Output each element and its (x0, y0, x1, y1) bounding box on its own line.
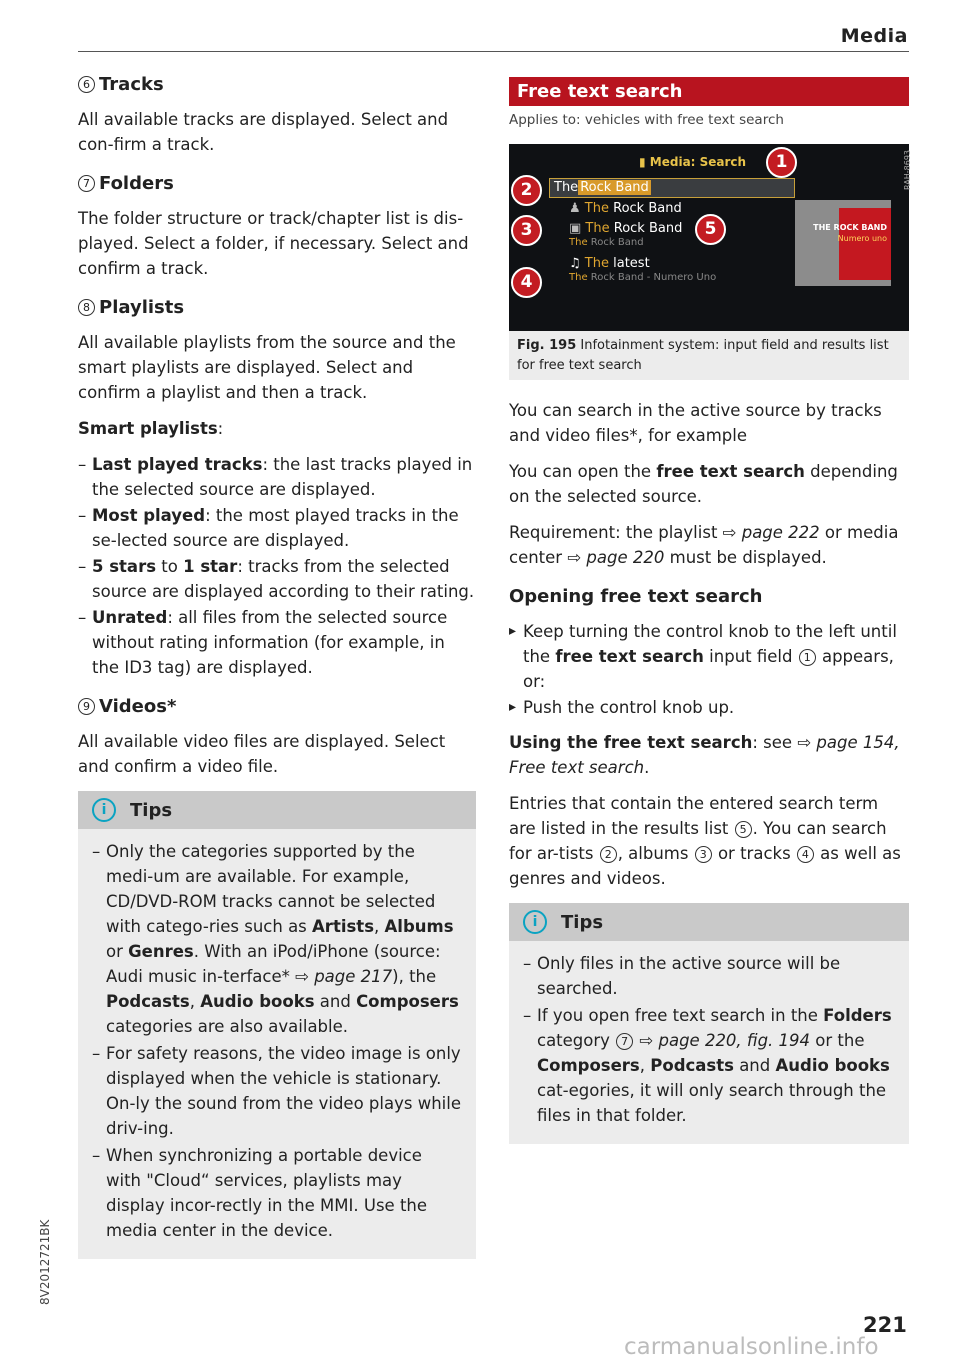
left-column (78, 72, 476, 1259)
screen-title (639, 150, 746, 175)
page-number: 221 (863, 1313, 907, 1337)
bold-text: Composers (537, 1056, 640, 1075)
item-text: to (156, 557, 184, 576)
row-subtext (569, 237, 682, 249)
tips-body (78, 829, 476, 1259)
text: and (733, 1056, 776, 1075)
heading-text: Playlists (99, 297, 185, 318)
bold-text: Folders (823, 1006, 892, 1025)
text: Requirement: the playlist (509, 523, 723, 542)
heading-text: Tracks (99, 74, 164, 95)
text: , albums (617, 844, 694, 863)
paragraph (509, 791, 909, 891)
text: : see (752, 733, 798, 752)
tips-title: Tips (561, 911, 604, 933)
bold-text: Podcasts (650, 1056, 734, 1075)
text: . (644, 758, 650, 777)
cover-title: THE ROCK BAND (813, 223, 887, 232)
callout-1: 1 (766, 147, 797, 178)
tip-bold: Audio books (200, 992, 315, 1011)
list-item: ▸ Push the control knob up. (509, 695, 909, 720)
infotainment-figure (509, 144, 912, 331)
screen-title-text: Media: Search (649, 155, 747, 169)
tip-text: or (106, 942, 129, 961)
list-item: – When synchronizing a portable device with "Cloud“ services, playlists may display incor-rectly in the MMI. Use the media center in the device. (92, 1143, 462, 1243)
tip-bold: Podcasts (106, 992, 190, 1011)
paragraph (509, 730, 909, 780)
row-subtext (569, 272, 716, 284)
info-icon: i (523, 910, 547, 934)
smart-label-text: Smart playlists (78, 419, 218, 438)
text: or the (810, 1031, 865, 1050)
tips-box (78, 791, 476, 1259)
result-artist-row[interactable] (569, 201, 682, 217)
tips-list (523, 951, 895, 1128)
tip-text: categories are also available. (106, 1017, 349, 1036)
text: depending on the selected source. (509, 462, 898, 506)
list-item (509, 619, 909, 694)
tip-text: and (314, 992, 357, 1011)
document-code: 8V2012721BK (38, 1219, 52, 1305)
page-reference-link[interactable]: ⇨ page 220 (567, 548, 665, 567)
tips-header (78, 791, 476, 829)
callout-5: 5 (695, 214, 726, 245)
album-cover (795, 200, 891, 286)
result-track-row[interactable] (569, 256, 716, 284)
tips-header (509, 903, 909, 941)
search-input[interactable] (549, 178, 795, 198)
tip-bold: Composers (356, 992, 459, 1011)
tip-text: , (374, 917, 385, 936)
list-item (78, 605, 476, 680)
media-icon: ▮ (639, 155, 650, 169)
row-term: The (584, 201, 609, 216)
item-bold: 1 star (183, 557, 238, 576)
smart-playlists-list (78, 452, 476, 680)
videos-text: All available video files are displayed. Select and confirm a video file. (78, 732, 446, 776)
text: or media center (509, 523, 899, 567)
tracks-heading (78, 72, 476, 98)
videos-heading (78, 694, 476, 720)
watermark: carmanualsonline.info (624, 1334, 879, 1360)
text: or tracks (712, 844, 796, 863)
applies-to-note: Applies to: vehicles with free text search (509, 112, 784, 128)
row-text: Rock Band (608, 201, 682, 216)
callout-number: 4 (797, 846, 814, 863)
callout-number: 5 (735, 821, 752, 838)
tip-bold: Genres (128, 942, 194, 961)
callout-2: 2 (511, 175, 542, 206)
text: as well as genres and videos. (509, 844, 901, 888)
row-term: The (569, 237, 588, 248)
text: . You can search for ar-tists (509, 819, 887, 863)
tip-text: ), the (392, 967, 437, 986)
playlists-heading (78, 295, 476, 321)
row-text: Rock Band (609, 221, 683, 236)
right-column (509, 72, 912, 1144)
list-item (78, 503, 476, 553)
caption-text: Infotainment system: input field and results list for free text search (517, 338, 889, 373)
list-item (78, 554, 476, 604)
callout-number: 2 (600, 846, 617, 863)
tip-text: , (189, 992, 201, 1011)
list-item: – Only files in the active source will be searched. (523, 951, 895, 1001)
row-term: The (569, 272, 588, 283)
bold-text: Audio books (775, 1056, 890, 1075)
item-bold: 5 stars (92, 557, 157, 576)
tip-text: . With an iPod/iPhone (source: Audi music in-terface* (106, 942, 441, 986)
list-item: – For safety reasons, the video image is only displayed when the vehicle is stationary. On-ly the sound from the video plays while driv-ing. (92, 1041, 462, 1141)
text: Keep turning the control knob to the left until the (523, 622, 897, 666)
section-title: Free text search (509, 77, 909, 106)
callout-number: 3 (695, 846, 712, 863)
list-item (523, 1003, 895, 1128)
text: input field (703, 647, 798, 666)
page-reference-link[interactable]: ⇨ page 220, fig. 194 (634, 1031, 811, 1050)
tip-bold: Albums (384, 917, 454, 936)
tips-body (509, 941, 909, 1144)
callout-number: 8 (78, 299, 95, 316)
playlists-text: All available playlists from the source and the smart playlists are displayed. Select and confirm a playlist and then a track. (78, 333, 456, 402)
callout-number: 7 (78, 175, 95, 192)
bold-text: Using the free text search (509, 733, 753, 752)
tip-bold: Artists (312, 917, 375, 936)
album-icon: ▣ (569, 221, 586, 236)
callout-number: 7 (616, 1033, 633, 1050)
text: cat-egories, it will only search through the files in that folder. (537, 1081, 887, 1125)
row-term: The (585, 221, 610, 236)
header-rule (78, 51, 909, 52)
row-text: Rock Band - Numero Uno (587, 272, 717, 283)
list-item (78, 452, 476, 502)
heading-text: Videos* (99, 696, 177, 717)
row-text: Rock Band (587, 237, 644, 248)
paragraph: You can search in the active source by tracks and video files*, for example (509, 401, 882, 445)
item-bold: Last played tracks (92, 455, 263, 474)
tracks-text: All available tracks are displayed. Select and con-firm a track. (78, 110, 449, 154)
cover-subtitle: Numero uno (837, 234, 887, 243)
folders-text: The folder structure or track/chapter list is dis-played. Select a folder, if necessary. Select and confirm a track. (78, 209, 469, 278)
item-text: : the last tracks played in the selected source are displayed. (92, 455, 473, 499)
artist-icon: ♟ (569, 201, 585, 216)
smart-playlists-label: Smart playlists: (78, 419, 224, 438)
album-cover-art (839, 208, 891, 280)
opening-heading: Opening free text search (509, 586, 763, 607)
callout-4: 4 (511, 267, 542, 298)
tip-text: Only the categories supported by the medi-um are available. For example, CD/DVD-ROM tracks cannot be selected with catego-ries such as (106, 842, 436, 936)
text: Entries that contain the entered search term are listed in the results list (509, 794, 879, 838)
bold-text: free text search (656, 462, 805, 481)
page-reference-link[interactable]: ⇨ page 222 (722, 523, 820, 542)
item-text: : tracks from the selected source are displayed according to their rating. (92, 557, 475, 601)
caption-label: Fig. 195 (517, 338, 577, 353)
page-reference-link[interactable]: ⇨ page 217 (295, 967, 393, 986)
bold-text: free text search (555, 647, 704, 666)
heading-text: Folders (99, 173, 174, 194)
text: If you open free text search in the (537, 1006, 824, 1025)
item-text: : all files from the selected source without rating information (for example, in the ID3 tag) are displayed. (92, 608, 448, 677)
text: You can open the (509, 462, 657, 481)
info-icon: i (92, 798, 116, 822)
tips-title: Tips (130, 799, 173, 821)
typed-text: The (554, 180, 579, 195)
paragraph (509, 520, 909, 570)
search-input-text (554, 179, 651, 197)
album-cover-text (813, 222, 887, 244)
result-album-row[interactable] (569, 221, 682, 249)
tips-list (92, 839, 462, 1243)
text: must be displayed. (664, 548, 827, 567)
callout-3: 3 (511, 215, 542, 246)
folders-heading (78, 171, 476, 197)
row-term: The (584, 256, 609, 271)
page-reference-link[interactable]: ⇨ page 154, Free text search (509, 733, 900, 777)
item-bold: Unrated (92, 608, 168, 627)
figure-caption (509, 331, 909, 380)
text: appears, or: (523, 647, 894, 691)
row-text: latest (608, 256, 650, 271)
autocomplete-suggestion: Rock Band (580, 180, 649, 195)
paragraph (509, 459, 909, 509)
item-bold: Most played (92, 506, 206, 525)
page-header-title: Media (840, 25, 908, 47)
text: category (537, 1031, 616, 1050)
tips-box (509, 903, 909, 1144)
list-item (92, 839, 462, 1039)
callout-number: 6 (78, 76, 95, 93)
figure-tag: RAH-8693 (903, 150, 912, 190)
music-note-icon: ♫ (569, 256, 585, 271)
steps-list (509, 619, 909, 720)
callout-number: 9 (78, 698, 95, 715)
item-text: : the most played tracks in the se-lected source are displayed. (92, 506, 459, 550)
text: , (639, 1056, 651, 1075)
callout-number: 1 (799, 649, 816, 666)
